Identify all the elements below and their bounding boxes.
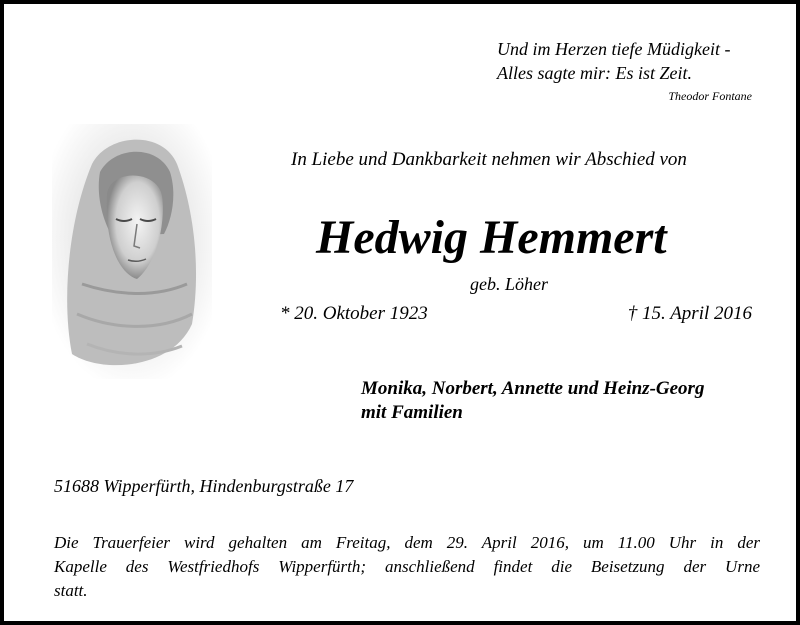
poem-line: Und im Herzen tiefe Müdigkeit - bbox=[497, 39, 731, 59]
mourners-line: Monika, Norbert, Annette und Heinz-Georg bbox=[361, 378, 705, 399]
poem-quote bbox=[497, 37, 730, 85]
ceremony-details bbox=[54, 531, 760, 603]
death-date: † 15. April 2016 bbox=[627, 303, 752, 324]
poem-author: Theodor Fontane bbox=[668, 89, 752, 103]
farewell-intro: In Liebe und Dankbarkeit nehmen wir Abschied von bbox=[291, 149, 687, 170]
address: 51688 Wipperfürth, Hindenburgstraße 17 bbox=[54, 476, 354, 496]
mourners-line: mit Familien bbox=[361, 402, 463, 423]
ceremony-line: Die Trauerfeier wird gehalten am Freitag, dem 29. April 2016, um 11.00 Uhr in der bbox=[54, 533, 760, 552]
poem-line: Alles sagte mir: Es ist Zeit. bbox=[497, 63, 692, 83]
ceremony-line: Kapelle des Westfriedhofs Wipperfürth; anschließend findet die Beisetzung der Urne bbox=[54, 557, 760, 576]
ceremony-line: statt. bbox=[54, 581, 88, 600]
maiden-name: geb. Löher bbox=[470, 274, 548, 294]
deceased-name: Hedwig Hemmert bbox=[316, 211, 667, 264]
birth-date: * 20. Oktober 1923 bbox=[280, 303, 428, 324]
mourners bbox=[361, 377, 704, 425]
madonna-portrait-icon bbox=[52, 124, 212, 379]
